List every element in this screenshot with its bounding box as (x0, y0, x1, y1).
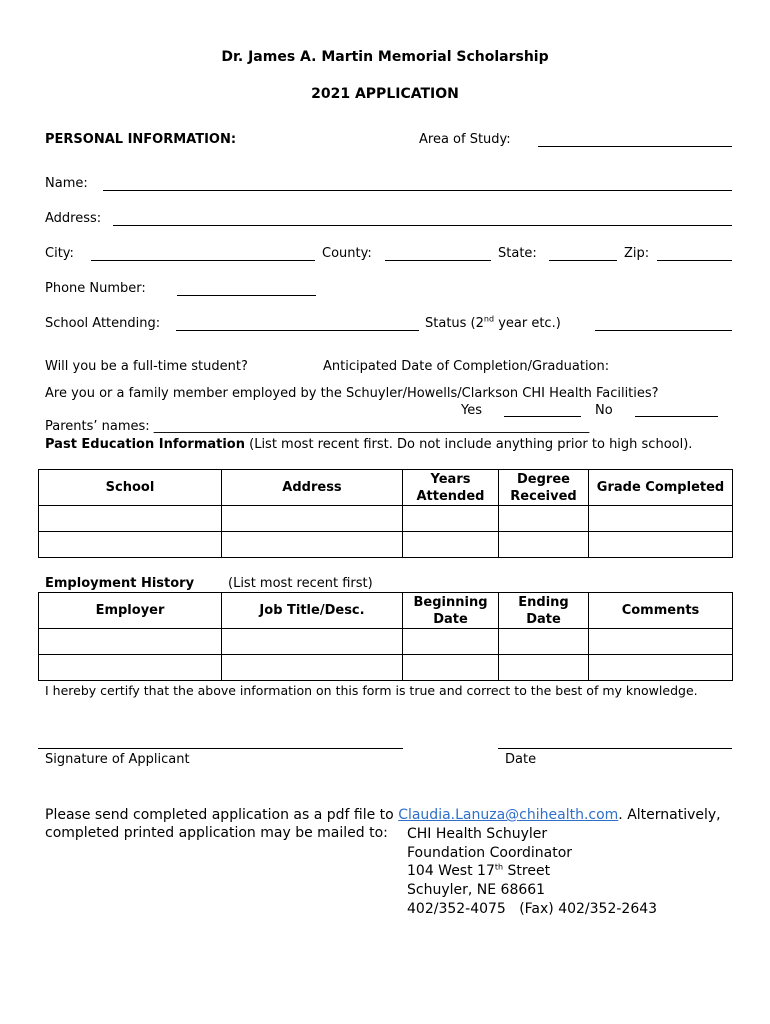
fulltime-question: Will you be a full-time student? (45, 359, 248, 374)
col-grade-completed: Grade Completed (589, 470, 733, 506)
yes-label: Yes (461, 403, 482, 418)
completion-question: Anticipated Date of Completion/Graduation: (323, 359, 610, 374)
personal-info-heading: PERSONAL INFORMATION: (45, 132, 237, 147)
col-years-attended: Years Attended (403, 470, 499, 506)
county-label: County: (322, 246, 372, 261)
send-instructions-line1: Please send completed application as a pdf file to Claudia.Lanuza@chihealth.com. Alternatively, (45, 807, 721, 823)
employed-question: Are you or a family member employed by the Schuyler/Howells/Clarkson CHI Health Facilities? (45, 386, 659, 401)
status-field[interactable] (595, 330, 732, 331)
table-cell[interactable] (589, 655, 733, 681)
table-cell[interactable] (589, 506, 733, 532)
signature-field[interactable] (38, 748, 403, 749)
address-phone: 402/352-4075 (Fax) 402/352-2643 (407, 900, 658, 917)
mailing-address (407, 825, 657, 919)
area-of-study-field[interactable] (538, 146, 732, 147)
table-cell[interactable] (589, 532, 733, 558)
table-cell[interactable] (403, 532, 499, 558)
table-cell[interactable] (222, 629, 403, 655)
table-cell[interactable] (403, 655, 499, 681)
no-field[interactable] (635, 416, 718, 417)
table-cell[interactable] (222, 532, 403, 558)
table-cell[interactable] (222, 655, 403, 681)
city-field[interactable] (91, 260, 315, 261)
table-cell[interactable] (39, 506, 222, 532)
col-employer: Employer (39, 593, 222, 629)
table-cell[interactable] (403, 629, 499, 655)
table-cell[interactable] (39, 532, 222, 558)
table-cell[interactable] (39, 629, 222, 655)
date-label: Date (505, 752, 537, 767)
employment-table (38, 592, 733, 681)
name-field[interactable] (103, 190, 732, 191)
name-label: Name: (45, 176, 88, 191)
col-school: School (39, 470, 222, 506)
email-link[interactable]: Claudia.Lanuza@chihealth.com (398, 807, 619, 823)
address-label: Address: (45, 211, 102, 226)
table-cell[interactable] (499, 629, 589, 655)
table-row (39, 629, 733, 655)
certify-statement: I hereby certify that the above information on this form is true and correct to the best of my knowledge. (45, 683, 698, 698)
signature-label: Signature of Applicant (45, 752, 190, 767)
table-row (39, 532, 733, 558)
yes-field[interactable] (504, 416, 581, 417)
table-row (39, 655, 733, 681)
phone-label: Phone Number: (45, 281, 146, 296)
address-title: Foundation Coordinator (407, 844, 573, 861)
table-cell[interactable] (589, 629, 733, 655)
address-org: CHI Health Schuyler (407, 826, 548, 842)
col-ending-date: Ending Date (499, 593, 589, 629)
col-comments: Comments (589, 593, 733, 629)
address-street: 104 West 17th Street (407, 862, 551, 880)
col-address: Address (222, 470, 403, 506)
zip-field[interactable] (657, 260, 732, 261)
state-label: State: (498, 246, 537, 261)
no-label: No (595, 403, 613, 418)
form-title: Dr. James A. Martin Memorial Scholarship (221, 49, 549, 65)
form-subtitle: 2021 APPLICATION (311, 86, 459, 102)
table-row (39, 506, 733, 532)
table-cell[interactable] (499, 532, 589, 558)
county-field[interactable] (385, 260, 491, 261)
education-table (38, 469, 733, 558)
address-field[interactable] (113, 225, 732, 226)
employment-note: (List most recent first) (228, 576, 373, 591)
table-cell[interactable] (222, 506, 403, 532)
table-cell[interactable] (403, 506, 499, 532)
col-job-title: Job Title/Desc. (222, 593, 403, 629)
education-heading: Past Education Information (List most recent first. Do not include anything prior to high school). (45, 437, 693, 452)
col-beginning-date: Beginning Date (403, 593, 499, 629)
zip-label: Zip: (624, 246, 650, 261)
table-cell[interactable] (499, 506, 589, 532)
area-of-study-label: Area of Study: (419, 132, 511, 147)
date-field[interactable] (498, 748, 732, 749)
table-cell[interactable] (499, 655, 589, 681)
phone-field[interactable] (177, 295, 316, 296)
address-city: Schuyler, NE 68661 (407, 882, 546, 899)
send-instructions-line2: completed printed application may be mailed to: (45, 825, 388, 841)
school-attending-label: School Attending: (45, 316, 161, 331)
parents-names-field[interactable]: Parents’ names: ___________________________________________________________________ (45, 419, 590, 434)
status-label: Status (2nd year etc.) (425, 314, 561, 331)
col-degree-received: Degree Received (499, 470, 589, 506)
state-field[interactable] (549, 260, 617, 261)
employment-heading: Employment History (45, 576, 195, 591)
city-label: City: (45, 246, 74, 261)
table-cell[interactable] (39, 655, 222, 681)
school-attending-field[interactable] (176, 330, 419, 331)
